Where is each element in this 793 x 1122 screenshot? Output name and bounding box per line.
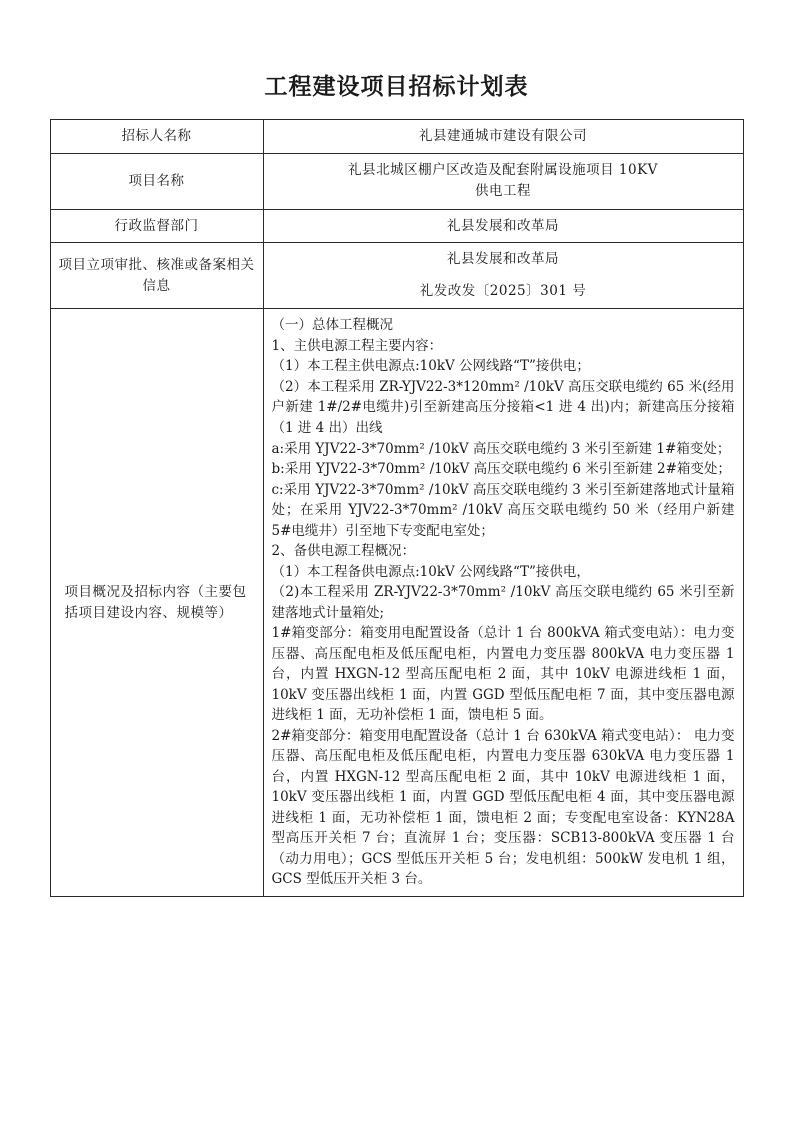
row-label-supervision-dept: 行政监督部门 [50,209,263,243]
row-value-approval-info [263,243,743,309]
project-overview-content [272,315,735,889]
row-value-bidder-name: 礼县建通城市建设有限公司 [263,120,743,154]
overview-paragraph: c:采用 YJV22-3*70mm² /10kV 高压交联电缆约 3 米引至新建落地式计量箱处；在采用 YJV22-3*70mm² /10kV 高压交联电缆约 50 米（经用户新建 5#电缆井）引至地下专变配电室处； [271,481,735,539]
overview-paragraph: （1）本工程主供电源点:10kV 公网线路“T”接供电； [271,358,590,375]
overview-paragraph: 2、备供电源工程概况： [271,543,416,560]
approval-authority: 礼县发展和改革局 [447,251,559,268]
overview-paragraph: 2#箱变部分：箱变用电配置设备（总计 1 台 630kVA 箱式变电站）： 电力变压器、高压配电柜及低压配电柜，内置电力变压器 630kVA 电力变压器 1 台，内置 HXGN-12 型高压配电柜 2 面，其中 10kV 电源进线柜 1 面，10kV 变压器出线柜 1 面，内置 GGD 型低压配电柜 4 面，其中变压器电源进线柜 1 面，无功补偿柜 1 面，馈电柜 2 面；专变配电室设备：KYN28A 型高压开关柜 7 台；直流屏 1 台；变压器：SCB13-800kVA 变压器 1 台（动力用电）；GCS 型低压开关柜 5 台；发电机组：500kW 发电机 1 组，GCS 型低压开关柜 3 台。 [271,727,735,888]
table-row [50,243,743,309]
row-label-bidder-name: 招标人名称 [50,120,263,154]
overview-paragraph: （2)本工程采用 ZR-YJV22-3*70mm² /10kV 高压交联电缆约 65 米引至新建落地式计量箱处; [271,584,735,621]
overview-paragraph: （2）本工程采用 ZR-YJV22-3*120mm² /10kV 高压交联电缆约 65 米(经用户新建 1#/2#电缆井)引至新建高压分接箱<1 进 4 出)内；新建高压分接箱（1 进 4 出）出线 [271,378,735,436]
overview-paragraph: （1）本工程备供电源点:10kV 公网线路“T”接供电， [271,563,590,580]
table-row [50,209,743,243]
approval-document-number: 礼发改发〔2025〕301 号 [419,282,587,299]
overview-paragraph: （一）总体工程概况 [271,317,393,334]
bidding-plan-table [50,119,744,897]
overview-paragraph: 1、主供电源工程主要内容： [271,337,443,354]
overview-paragraph: 1#箱变部分：箱变用电配置设备（总计 1 台 800kVA 箱式变电站）：电力变压器、高压配电柜及低压配电柜，内置电力变压器 800kVA 电力变压器 1 台，内置 HXGN-12 型高压配电柜 2 面，其中 10kV 电源进线柜 1 面，10kV 变压器出线柜 1 面，内置 GGD 型低压配电柜 7 面，其中变压器电源进线柜 1 面，无功补偿柜 1 面，馈电柜 5 面。 [271,625,735,724]
row-label-project-overview: 项目概况及招标内容（主要包括项目建设内容、规模等） [50,309,263,896]
page-title: 工程建设项目招标计划表 [264,73,529,100]
table-row [50,153,743,209]
overview-paragraph: b:采用 YJV22-3*70mm² /10kV 高压交联电缆约 6 米引至新建 2#箱变处； [271,461,731,478]
overview-paragraph: a:采用 YJV22-3*70mm² /10kV 高压交联电缆约 3 米引至新建 1#箱变处； [271,440,731,457]
table-row [50,120,743,154]
row-value-project-overview [263,309,743,896]
table-row [50,309,743,896]
row-value-supervision-dept: 礼县发展和改革局 [263,209,743,243]
row-label-approval-info: 项目立项审批、核准或备案相关信息 [50,243,263,309]
row-value-project-name: 礼县北城区棚户区改造及配套附属设施项目 10KV 供电工程 [263,153,743,209]
row-label-project-name: 项目名称 [50,153,263,209]
